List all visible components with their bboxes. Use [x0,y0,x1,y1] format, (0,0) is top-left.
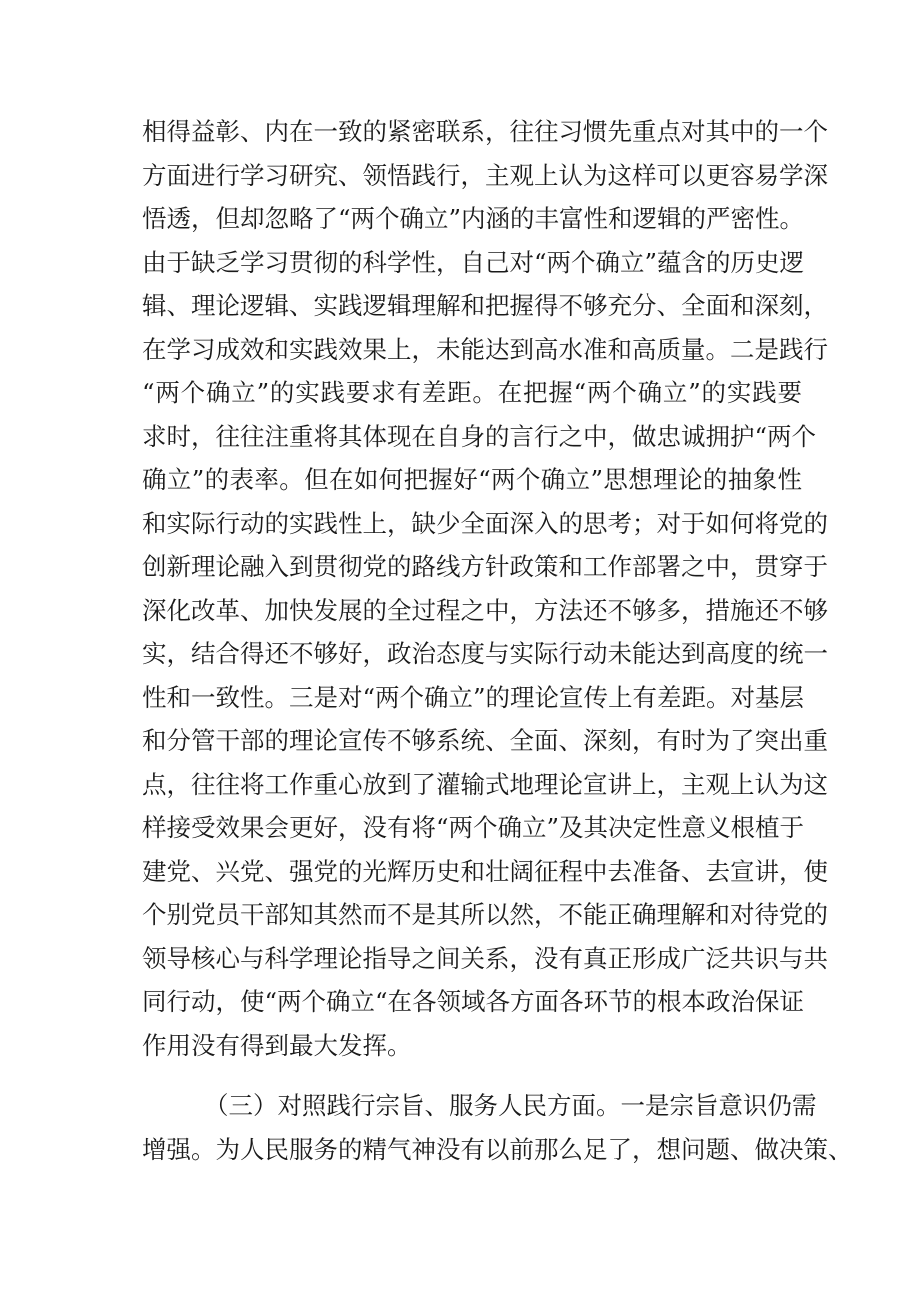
text-line: （三）对照践行宗旨、服务人民方面。一是宗旨意识仍需 [204,1091,817,1120]
text-line: 样接受效果会更好，没有将“两个确立”及其决定性意义根植于 [142,813,805,842]
document-body [142,110,853,1171]
paragraph-2 [142,1084,853,1171]
text-line: 个别党员干部知其然而不是其所以然，不能正确理解和对待党的 [142,900,828,929]
text-line: 领导核心与科学理论指导之间关系，没有真正形成广泛共识与共 [142,943,828,973]
text-line: 相得益彰、内在一致的紧密联系，往往习惯先重点对其中的一个 [142,117,828,146]
paragraph-spacing [142,1067,802,1084]
text-line: 建党、兴党、强党的光辉历史和壮阔征程中去准备、去宣讲，使 [142,856,828,886]
text-line: 实，结合得还不够好，政治态度与实际行动未能达到高度的统一 [142,639,828,668]
text-line: 确立”的表率。但在如何把握好“两个确立”思想理论的抽象性 [142,465,802,494]
text-line: 在学习成效和实践效果上，未能达到高水准和高质量。二是践行 [142,334,828,364]
text-line: 性和一致性。三是对“两个确立”的理论宣传上有差距。对基层 [142,682,805,712]
text-line: 由于缺乏学习贯彻的科学性，自己对“两个确立”蕴含的历史逻 [142,247,805,277]
text-line: 创新理论融入到贯彻党的路线方针政策和工作部署之中，贯穿于 [142,552,828,581]
text-line: 求时，往往注重将其体现在自身的言行之中，做忠诚拥护“两个 [142,421,817,451]
text-line: 同行动，使“两个确立“在各领域各方面各环节的根本政治保证 [142,987,805,1016]
text-line: “两个确立”的实践要求有差距。在把握“两个确立”的实践要 [142,378,802,407]
text-line: 点，往往将工作重心放到了灌输式地理论宣讲上，主观上认为这 [142,769,828,799]
text-line: 增强。为人民服务的精气神没有以前那么足了，想问题、做决策、 [142,1134,853,1164]
text-line: 深化改革、加快发展的全过程之中，方法还不够多，措施还不够 [142,595,828,625]
text-line: 方面进行学习研究、领悟践行，主观上认为这样可以更容易学深 [142,160,828,190]
text-line: 作用没有得到最大发挥。 [142,1030,412,1060]
text-line: 辑、理论逻辑、实践逻辑理解和把握得不够充分、全面和深刻， [142,291,828,320]
text-line: 和分管干部的理论宣传不够系统、全面、深刻，有时为了突出重 [142,726,828,755]
paragraph-1 [142,110,828,1067]
text-line: 和实际行动的实践性上，缺少全面深入的思考；对于如何将党的 [142,508,828,538]
text-line: 悟透，但却忽略了“两个确立”内涵的丰富性和逻辑的严密性。 [142,204,805,233]
